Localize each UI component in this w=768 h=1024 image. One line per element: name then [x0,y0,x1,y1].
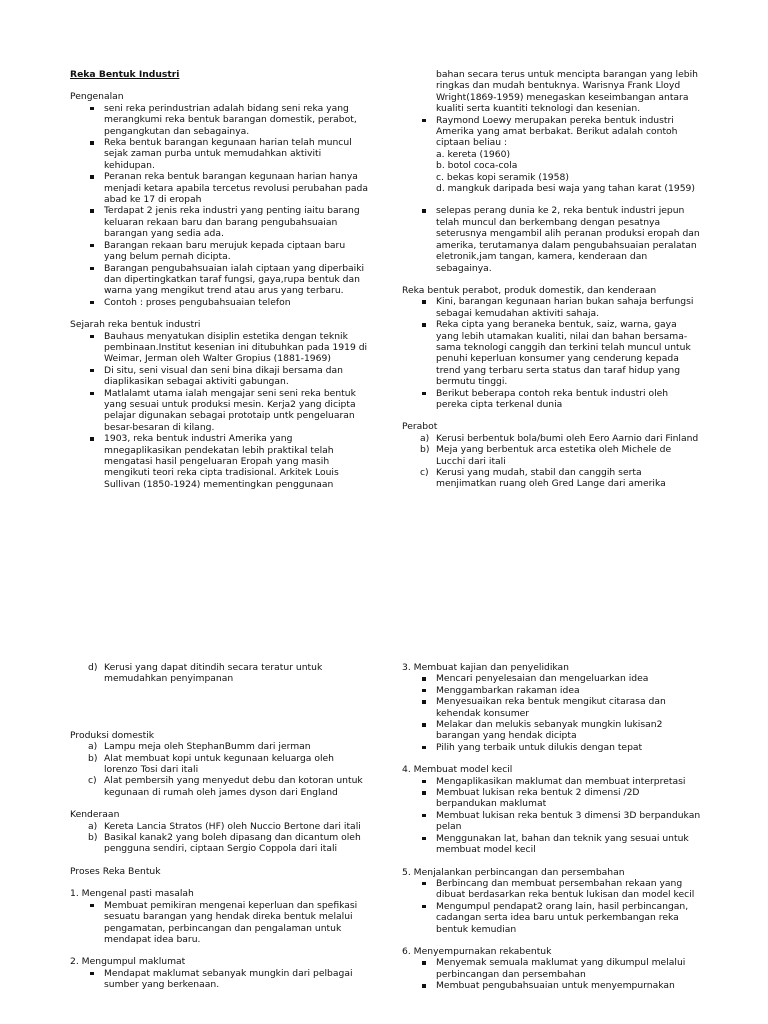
list-item: Pilih yang terbaik untuk dilukis dengan tepat [402,742,702,753]
list-marker: a) [88,820,98,832]
page-break [0,530,768,660]
document-title: Reka Bentuk Industri [70,69,180,80]
page1-left-column [70,69,370,490]
list-item: selepas perang dunia ke 2, reka bentuk industri jepun telah muncul dan berkembang dengan pesatnya seterusnya mengambil alih peranan produksi eropah dan amerika, terutamanya dalam pengubahsuaian peralatan eletronik,jam tangan, kamera, kenderaan dan sebagainya. [402,205,702,273]
pengenalan-list [70,103,370,308]
pengenalan-heading: Pengenalan [70,91,124,103]
list-item [402,444,702,467]
loewy-text: Raymond Loewy merupakan pereka bentuk industri Amerika yang amat berbakat. Berikut adalah contoh ciptaan beliau : [436,114,678,149]
step-list [70,968,370,991]
list-marker: a) [88,741,98,753]
loewy-example: b. botol coca-cola [436,160,518,172]
list-marker: b) [88,752,98,764]
page1-right-column [402,69,702,490]
page2-right-column [402,662,702,992]
list-marker: b) [420,444,430,456]
list-item: Membuat lukisan reka bentuk 3 dimensi 3D berpandukan pelan [402,810,702,833]
list-marker: d) [88,662,98,673]
list-marker: c) [88,775,97,787]
list-item: Menyesuaikan reka bentuk mengikut citarasa dan kehendak konsumer [402,696,702,719]
list-item: 1903, reka bentuk industri Amerika yang mnegaplikasikan pendekatan lebih praktikal telah mengatasi hasil pengeluaran Eropah yang masih mengikuti teori reka cipta tradisional. Arkitek Louis Sullivan (1850-1924) mementingkan penggunaan [70,433,370,490]
list-item [70,821,370,832]
perabot-list-continued [70,662,370,685]
step-label: 1. Mengenal pasti masalah [70,888,194,900]
loewy-example: c. bekas kopi seramik (1958) [436,171,569,183]
list-text: Kerusi yang dapat ditindih secara teratur untuk memudahkan penyimpanan [104,662,323,685]
step-list [402,776,702,856]
loewy-example: d. mangkuk daripada besi waja yang tahan karat (1959) [436,183,695,195]
list-marker: c) [420,467,429,478]
step-list [402,878,702,935]
list-item: Bauhaus menyatukan disiplin estetika dengan teknik pembinaan.Institut kesenian ini ditubuhkan pada 1919 di Weimar, Jerman oleh Walter Gropius (1881-1969) [70,331,370,365]
list-item: Menggambarkan rakaman idea [402,685,702,696]
step-list [70,900,370,946]
list-item [402,115,702,195]
list-item: Peranan reka bentuk barangan kegunaan harian hanya menjadi ketara apabila tercetus revolusi perubahan pada abad ke 17 di eropah [70,171,370,205]
step-list [402,957,702,991]
page2-left-column [70,662,370,991]
list-item: Melakar dan melukis sebanyak mungkin lukisan2 barangan yang hendak dicipta [402,719,702,742]
step-label: 2. Mengumpul maklumat [70,956,186,968]
list-item: Membuat lukisan reka bentuk 2 dimensi /2D berpandukan maklumat [402,787,702,810]
list-item: Contoh : proses pengubahsuaian telefon [70,297,370,308]
list-text: Lampu meja oleh StephanBumm dari jerman [104,741,311,753]
perabot-produk-heading: Reka bentuk perabot, produk domestik, dan kenderaan [402,284,657,296]
list-text: Kerusi berbentuk bola/bumi oleh Eero Aarnio dari Finland [436,432,699,444]
step-list [402,673,702,753]
list-marker: b) [88,832,98,844]
list-text: Kereta Lancia Stratos (HF) oleh Nuccio Bertone dari itali [104,820,361,832]
sejarah-continuation: bahan secara terus untuk mencipta barangan yang lebih ringkas dan mudah bentuknya. Warisnya Frank Lloyd Wright(1869-1959) menegaskan keseimbangan antara kualiti serta kuantiti teknologi dan kesenian. [436,69,698,115]
list-item: Di situ, seni visual dan seni bina dikaji bersama dan diaplikasikan sebagai aktiviti gabungan. [70,365,370,388]
perabot-list [402,433,702,490]
list-item: Menyemak semuala maklumat yang dikumpul melalui perbincangan dan persembahan [402,957,702,980]
list-item: Kini, barangan kegunaan harian bukan sahaja berfungsi sebagai kemudahan aktiviti sahaja. [402,296,702,319]
list-item: Reka cipta yang beraneka bentuk, saiz, warna, gaya yang lebih utamakan kualiti, nilai dan bahan bersama-sama teknologi canggih dan terkini telah muncul untuk penuhi keperluan konsumer yang cenderung kepada trend yang terbaru serta status dan taraf hidup yang bermutu tinggi. [402,319,702,387]
list-item [70,753,370,776]
list-item: Berbincang dan membuat persembahan rekaan yang dibuat berdasarkan reka bentuk lukisan dan model kecil [402,878,702,901]
kenderaan-heading: Kenderaan [70,809,120,821]
loewy-example: a. kereta (1960) [436,148,511,160]
list-item: Mengumpul pendapat2 orang lain, hasil perbincangan, cadangan serta idea baru untuk perkembangan reka bentuk kemudian [402,901,702,935]
list-item: Membuat pemikiran mengenai keperluan dan spefikasi sesuatu barangan yang hendak direka bentuk melalui pengamatan, perbincangan dan pengalaman untuk mendapat idea baru. [70,900,370,946]
list-item: Mencari penyelesaian dan mengeluarkan idea [402,673,702,684]
step-label: 3. Membuat kajian dan penyelidikan [402,662,569,673]
perabot-produk-list [402,296,702,410]
list-item: seni reka perindustrian adalah bidang seni reka yang merangkumi reka bentuk barangan domestik, perabot, pengangkutan dan sebagainya. [70,103,370,137]
list-item: Barangan pengubahsuaian ialah ciptaan yang diperbaiki dan dipertingkatkan taraf fungsi, gaya,rupa bentuk dan warna yang mengikut trend atau arus yang terbaru. [70,263,370,297]
list-item: Terdapat 2 jenis reka industri yang penting iaitu barang keluaran rekaan baru dan barang pengubahsuaian barangan yang sedia ada. [70,205,370,239]
produksi-heading: Produksi domestik [70,729,155,741]
list-item [70,775,370,798]
list-item: Membuat pengubahsuaian untuk menyempurnakan [402,980,702,991]
list-item: Mendapat maklumat sebanyak mungkin dari pelbagai sumber yang berkenaan. [70,968,370,991]
step-label: 6. Menyempurnakan rekabentuk [402,945,552,957]
loewy-list [402,115,702,195]
list-item: Mengaplikasikan maklumat dan membuat interpretasi [402,776,702,787]
proses-heading: Proses Reka Bentuk [70,865,161,877]
perabot-heading: Perabot [402,421,438,433]
jepun-list [402,205,702,273]
list-item: Barangan rekaan baru merujuk kepada ciptaan baru yang belum pernah dicipta. [70,240,370,263]
list-item [70,662,370,685]
list-item [402,467,702,490]
list-item [70,741,370,752]
kenderaan-list [70,821,370,855]
list-item: Berikut beberapa contoh reka bentuk industri oleh pereka cipta terkenal dunia [402,388,702,411]
list-text: Alat membuat kopi untuk kegunaan keluarga oleh lorenzo Tosi dari itali [104,752,335,776]
step-label: 4. Membuat model kecil [402,764,513,776]
list-text: Basikal kanak2 yang boleh dipasang dan dicantum oleh pengguna sendiri, ciptaan Sergio Coppola dari itali [104,832,361,855]
list-item: Reka bentuk barangan kegunaan harian telah muncul sejak zaman purba untuk memudahkan aktiviti kehidupan. [70,137,370,171]
list-text: Meja yang berbentuk arca estetika oleh Michele de Lucchi dari itali [436,444,672,467]
list-item [402,433,702,444]
sejarah-list [70,331,370,491]
list-item: Matlalamt utama ialah mengajar seni seni reka bentuk yang sesuai untuk produksi mesin. Kerja2 yang dicipta pelajar digunakan sebagai prototaip untk pengeluaran besar-besaran di kilang. [70,388,370,434]
list-item: Menggunakan lat, bahan dan teknik yang sesuai untuk membuat model kecil [402,833,702,856]
sejarah-heading: Sejarah reka bentuk industri [70,319,201,331]
list-item [70,832,370,855]
list-text: Kerusi yang mudah, stabil dan canggih serta menjimatkan ruang oleh Gred Lange dari amerika [436,467,666,490]
list-marker: a) [420,432,430,444]
list-text: Alat pembersih yang menyedut debu dan kotoran untuk kegunaan di rumah oleh james dyson dari England [104,775,363,798]
produksi-list [70,741,370,798]
step-label: 5. Menjalankan perbincangan dan persembahan [402,866,625,878]
